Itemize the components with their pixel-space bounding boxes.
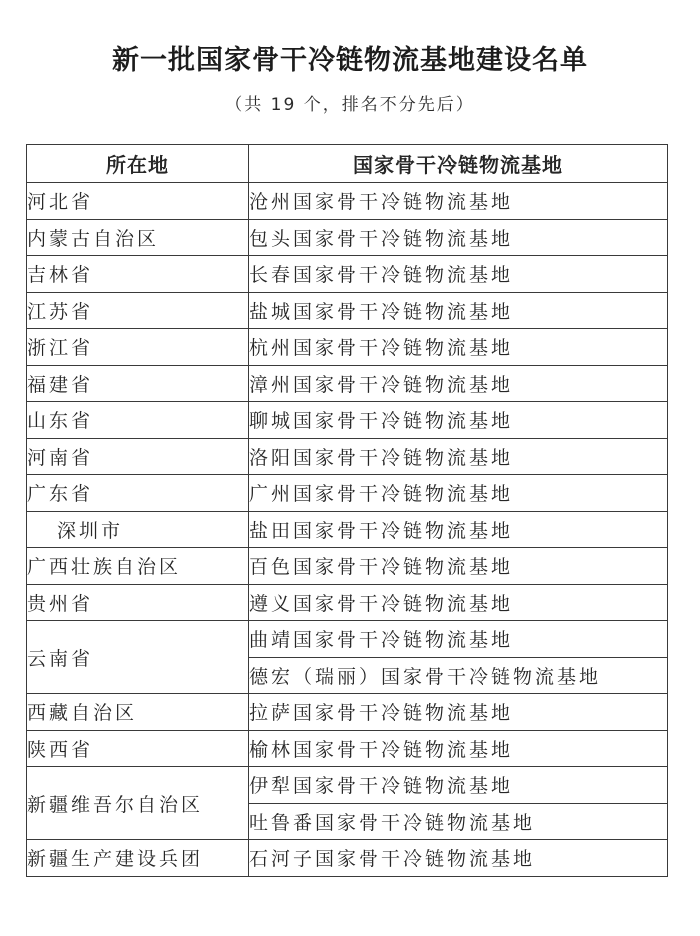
table-row: [27, 767, 668, 804]
base-cell: 盐城国家骨干冷链物流基地: [249, 292, 668, 329]
location-cell: 新疆生产建设兵团: [27, 840, 249, 877]
location-cell: 福建省: [27, 365, 249, 402]
base-cell: 石河子国家骨干冷链物流基地: [249, 840, 668, 877]
location-cell: 河北省: [27, 183, 249, 220]
location-cell: 新疆维吾尔自治区: [27, 767, 249, 840]
location-cell: 浙江省: [27, 329, 249, 366]
location-cell: 深圳市: [27, 511, 249, 548]
table-row: [27, 840, 668, 877]
base-cell: 盐田国家骨干冷链物流基地: [249, 511, 668, 548]
table-row: [27, 402, 668, 439]
base-cell: 洛阳国家骨干冷链物流基地: [249, 438, 668, 475]
table-row: [27, 730, 668, 767]
base-cell: 遵义国家骨干冷链物流基地: [249, 584, 668, 621]
table-body: [27, 183, 668, 877]
table-row: [27, 256, 668, 293]
location-cell: 贵州省: [27, 584, 249, 621]
table-row: [27, 511, 668, 548]
base-cell: 广州国家骨干冷链物流基地: [249, 475, 668, 512]
base-cell: 聊城国家骨干冷链物流基地: [249, 402, 668, 439]
base-cell: 百色国家骨干冷链物流基地: [249, 548, 668, 585]
header-base: 国家骨干冷链物流基地: [249, 145, 668, 183]
location-cell: 云南省: [27, 621, 249, 694]
location-cell: 广西壮族自治区: [27, 548, 249, 585]
location-cell: 河南省: [27, 438, 249, 475]
base-cell: 德宏（瑞丽）国家骨干冷链物流基地: [249, 657, 668, 694]
cold-chain-base-table: [26, 144, 668, 877]
document-title: 新一批国家骨干冷链物流基地建设名单: [112, 45, 588, 76]
location-cell: 山东省: [27, 402, 249, 439]
location-cell: 吉林省: [27, 256, 249, 293]
base-cell: 包头国家骨干冷链物流基地: [249, 219, 668, 256]
base-cell: 吐鲁番国家骨干冷链物流基地: [249, 803, 668, 840]
location-cell: 内蒙古自治区: [27, 219, 249, 256]
table-row: [27, 438, 668, 475]
table-row: [27, 475, 668, 512]
base-cell: 拉萨国家骨干冷链物流基地: [249, 694, 668, 731]
location-cell: 江苏省: [27, 292, 249, 329]
table-row: [27, 694, 668, 731]
table-row: [27, 219, 668, 256]
table-row: [27, 292, 668, 329]
table-row: [27, 365, 668, 402]
table-header-row: [27, 145, 668, 183]
table-row: [27, 584, 668, 621]
document-subtitle: （共 19 个，排名不分先后）: [225, 95, 475, 115]
base-cell: 杭州国家骨干冷链物流基地: [249, 329, 668, 366]
base-cell: 伊犁国家骨干冷链物流基地: [249, 767, 668, 804]
base-cell: 沧州国家骨干冷链物流基地: [249, 183, 668, 220]
table-row: [27, 183, 668, 220]
location-cell: 西藏自治区: [27, 694, 249, 731]
table-row: [27, 621, 668, 658]
base-cell: 曲靖国家骨干冷链物流基地: [249, 621, 668, 658]
base-cell: 漳州国家骨干冷链物流基地: [249, 365, 668, 402]
location-cell: 陕西省: [27, 730, 249, 767]
location-cell: 广东省: [27, 475, 249, 512]
base-cell: 长春国家骨干冷链物流基地: [249, 256, 668, 293]
base-cell: 榆林国家骨干冷链物流基地: [249, 730, 668, 767]
table-row: [27, 548, 668, 585]
table-row: [27, 329, 668, 366]
header-location: 所在地: [27, 145, 249, 183]
